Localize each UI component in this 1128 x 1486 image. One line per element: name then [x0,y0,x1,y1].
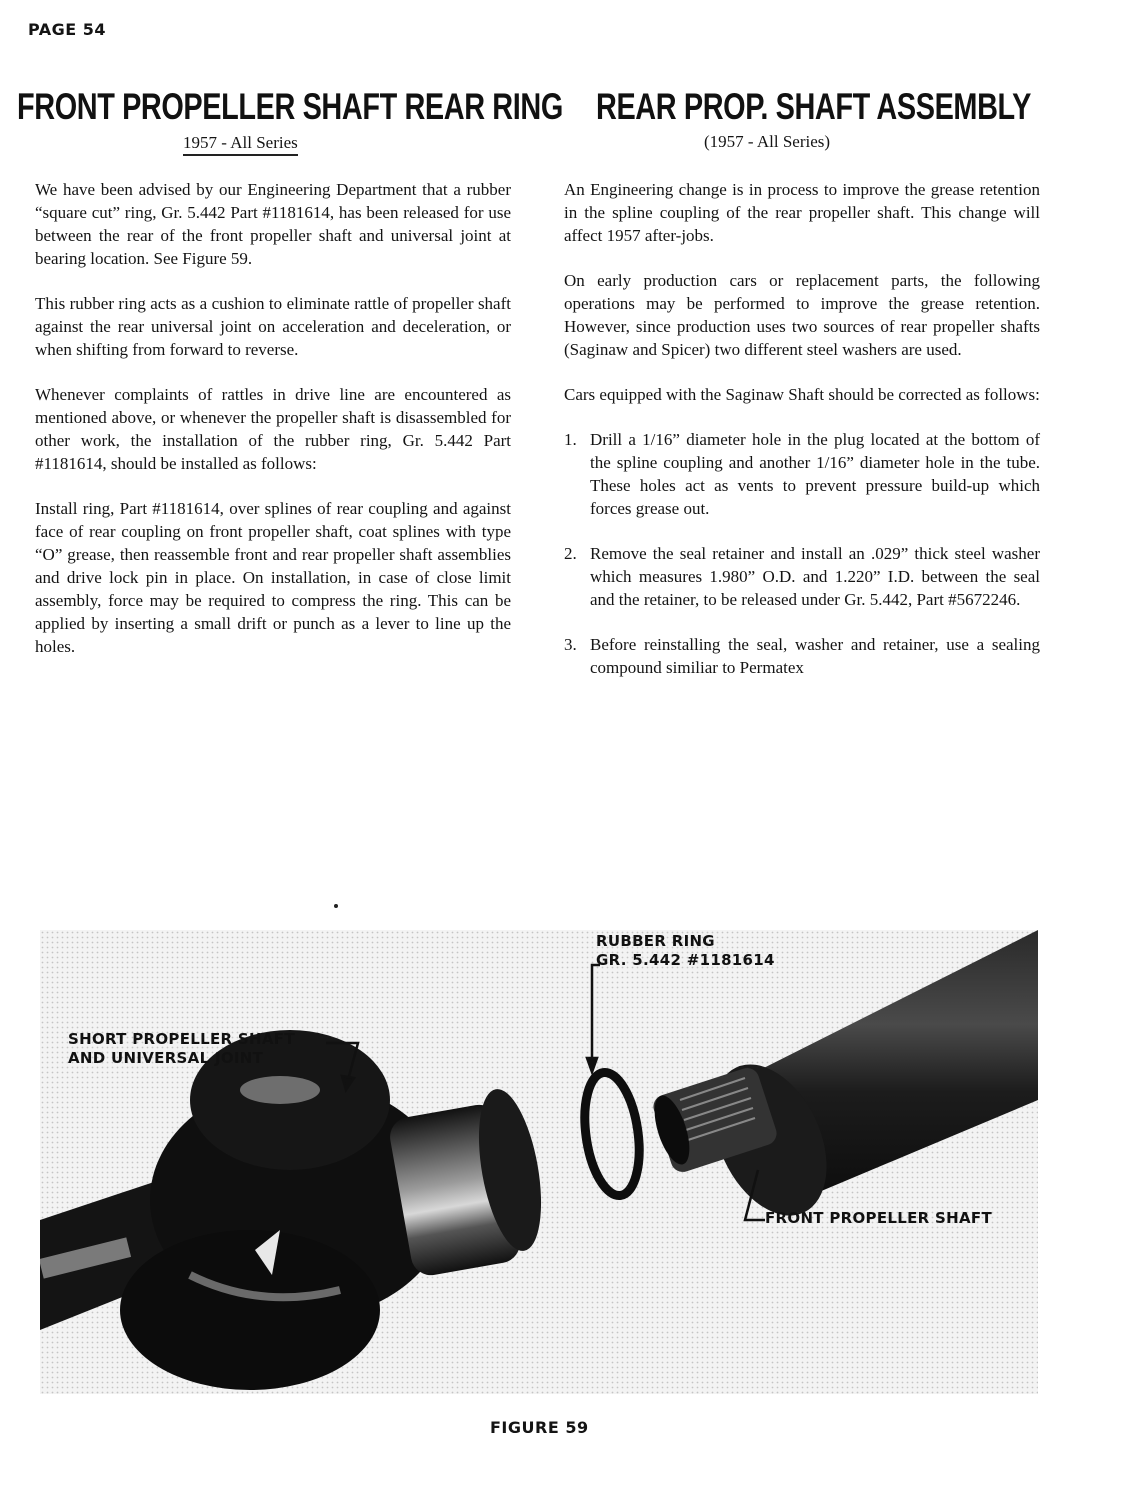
paragraph: This rubber ring acts as a cushion to eliminate rattle of propeller shaft against the rear universal joint on acceleration and deceleration, or when shifting from forward to reverse. [35,294,511,359]
step-text: Remove the seal retainer and install an .029” thick steel washer which measures 1.980” O.D. and 1.220” I.D. between the seal and the retainer, to be released under Gr. 5.442, Part #5672246. [590,544,1040,609]
left-section-subtitle: 1957 - All Series [183,133,298,156]
paragraph: Install ring, Part #1181614, over splines of rear coupling and against face of rear coupling on front propeller shaft, coat splines with type “O” grease, then reassemble front and rear propeller shaft assemblies and drive lock pin in place. On installation, in case of close limit assembly, force may be required to compress the ring. This can be applied by inserting a small drift or punch as a lever to line up the holes. [35,499,511,656]
callout-line: SHORT PROPELLER SHAFT [68,1030,295,1048]
callout-line: AND UNIVERSAL JOINT [68,1049,264,1067]
figure-caption: FIGURE 59 [490,1418,589,1437]
left-column [35,178,511,680]
paragraph: Cars equipped with the Saginaw Shaft should be corrected as follows: [564,385,1040,404]
right-section-title: REAR PROP. SHAFT ASSEMBLY [596,86,1031,127]
callout-line: RUBBER RING [596,932,715,950]
callout-line: GR. 5.442 #1181614 [596,951,775,969]
step-item [564,542,1040,611]
rubber-ring-callout [596,932,775,970]
paragraph: We have been advised by our Engineering Department that a rubber “square cut” ring, Gr. 5.442 Part #1181614, has been released for use between the rear of the front propeller shaft and universal joint at bearing location. See Figure 59. [35,180,511,268]
page-number: PAGE 54 [28,20,107,39]
right-section-subtitle: (1957 - All Series) [704,132,831,151]
step-text: Drill a 1/16” diameter hole in the plug located at the bottom of the spline coupling and another 1/16” diameter hole in the tube. These holes act as vents to prevent pressure build-up which forces grease out. [590,430,1040,518]
figure-photo [40,930,1038,1394]
step-number: 3. [564,635,577,654]
paragraph: Whenever complaints of rattles in drive line are encountered as mentioned above, or whenever the propeller shaft is disassembled for other work, the installation of the rubber ring, Gr. 5.442 Part #1181614, should be installed as follows: [35,385,511,473]
paragraph: On early production cars or replacement parts, the following operations may be performed to improve the grease retention. However, since production uses two sources of rear propeller shafts (Saginaw and Spicer) two different steel washers are used. [564,271,1040,359]
step-text: Before reinstalling the seal, washer and retainer, use a sealing compound similiar to Permatex [590,635,1040,677]
left-section-title: FRONT PROPELLER SHAFT REAR RING [17,86,563,127]
right-column [564,178,1040,701]
step-item [564,633,1040,679]
print-speck [334,904,338,908]
paragraph: An Engineering change is in process to improve the grease retention in the spline coupling of the rear propeller shaft. This change will affect 1957 after-jobs. [564,180,1040,245]
step-number: 1. [564,430,577,449]
front-shaft-callout: FRONT PROPELLER SHAFT [765,1209,992,1227]
step-number: 2. [564,544,577,563]
step-item [564,428,1040,520]
short-shaft-callout [68,1030,295,1068]
